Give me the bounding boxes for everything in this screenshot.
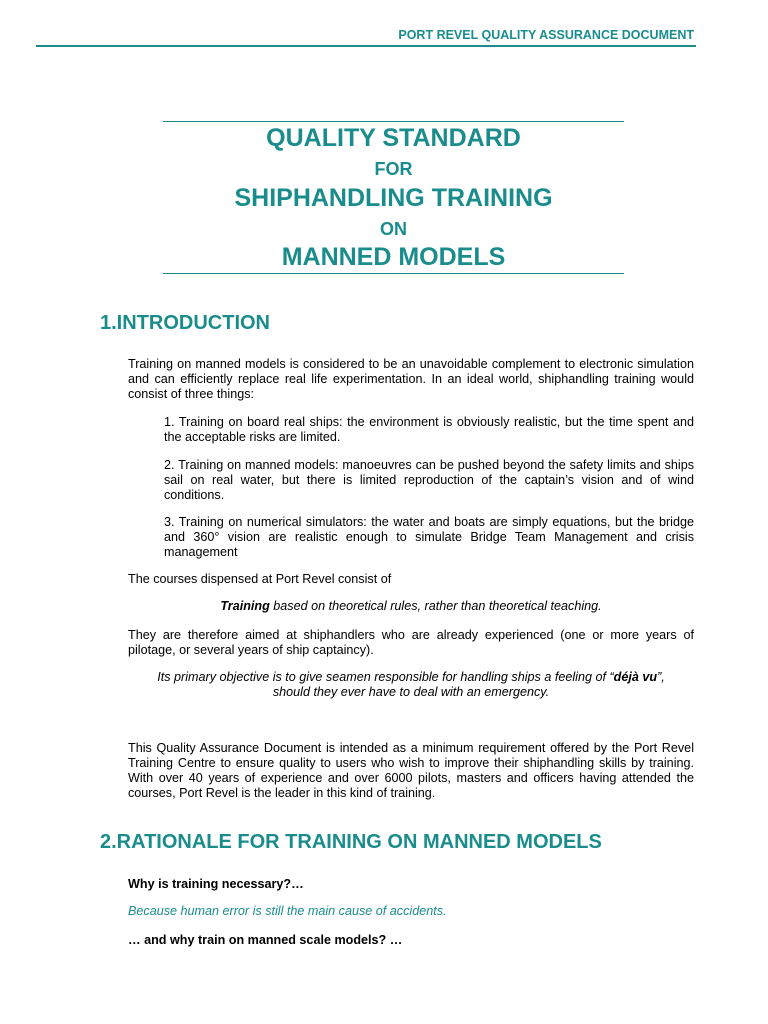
objective-mid: ”, xyxy=(657,670,665,684)
title-top-rule xyxy=(163,121,624,122)
section-2-heading: 2.RATIONALE FOR TRAINING ON MANNED MODELS xyxy=(100,831,602,853)
training-rest: based on theoretical rules, rather than theoretical teaching. xyxy=(269,599,602,613)
list-item-1: 1. Training on board real ships: the environment is obviously realistic, but the time spent and the acceptable risks are limited. xyxy=(164,415,694,444)
question-2: … and why train on manned scale models? … xyxy=(128,933,403,947)
qa-paragraph: This Quality Assurance Document is intended as a minimum requirement offered by the Port Revel Training Centre to ensure quality to users who wish to improve their shiphandling skills by training. With over 40 years of experience and over 6000 pilots, masters and officers having attended the courses, Port Revel is the leader in this kind of training. xyxy=(128,741,694,800)
training-line xyxy=(128,599,694,614)
list-item-3: 3. Training on numerical simulators: the water and boats are simply equations, but the bridge and 360° vision are realistic enough to simulate Bridge Team Management and crisis management xyxy=(164,515,694,559)
question-1: Why is training necessary?… xyxy=(128,877,304,891)
courses-paragraph: The courses dispensed at Port Revel consist of xyxy=(128,572,392,586)
section-1-heading: 1.INTRODUCTION xyxy=(100,312,270,334)
objective-line-1 xyxy=(128,670,694,685)
training-bold: Training xyxy=(220,599,270,613)
title-line-5: MANNED MODELS xyxy=(281,243,506,271)
title-line-1: QUALITY STANDARD xyxy=(266,124,521,152)
intro-paragraph: Training on manned models is considered to be an unavoidable complement to electronic simulation and can efficiently replace real life experimentation. In an ideal world, shiphandling training would consist of three things: xyxy=(128,357,694,401)
title-bottom-rule xyxy=(163,273,624,274)
title-line-2: FOR xyxy=(374,159,413,179)
objective-pre: Its primary objective is to give seamen responsible for handling ships a feeling of “ xyxy=(157,670,614,684)
objective-line-2: should they ever have to deal with an emergency. xyxy=(272,685,550,699)
title-line-3: SHIPHANDLING TRAINING xyxy=(234,184,553,212)
answer-1: Because human error is still the main cause of accidents. xyxy=(128,904,447,918)
title-line-4: ON xyxy=(380,219,407,239)
list-item-2: 2. Training on manned models: manoeuvres can be pushed beyond the safety limits and ships sail on real water, but there is limited reproduction of the captain’s vision and of wind conditions. xyxy=(164,458,694,502)
aimed-paragraph: They are therefore aimed at shiphandlers who are already experienced (one or more years of pilotage, or several years of ship captaincy). xyxy=(128,628,694,657)
header-rule xyxy=(36,45,696,47)
objective-bold: déjà vu xyxy=(613,670,658,684)
document-header: PORT REVEL QUALITY ASSURANCE DOCUMENT xyxy=(398,28,694,42)
